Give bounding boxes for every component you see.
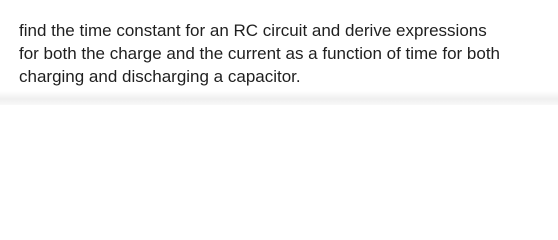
question-line-1: find the time constant for an RC circuit and derive expressions [19, 21, 487, 40]
question-text [19, 19, 544, 88]
question-line-2: for both the charge and the current as a function of time for both [19, 44, 501, 63]
question-line-3: charging and discharging a capacitor. [19, 67, 301, 86]
bottom-shadow [0, 91, 558, 105]
